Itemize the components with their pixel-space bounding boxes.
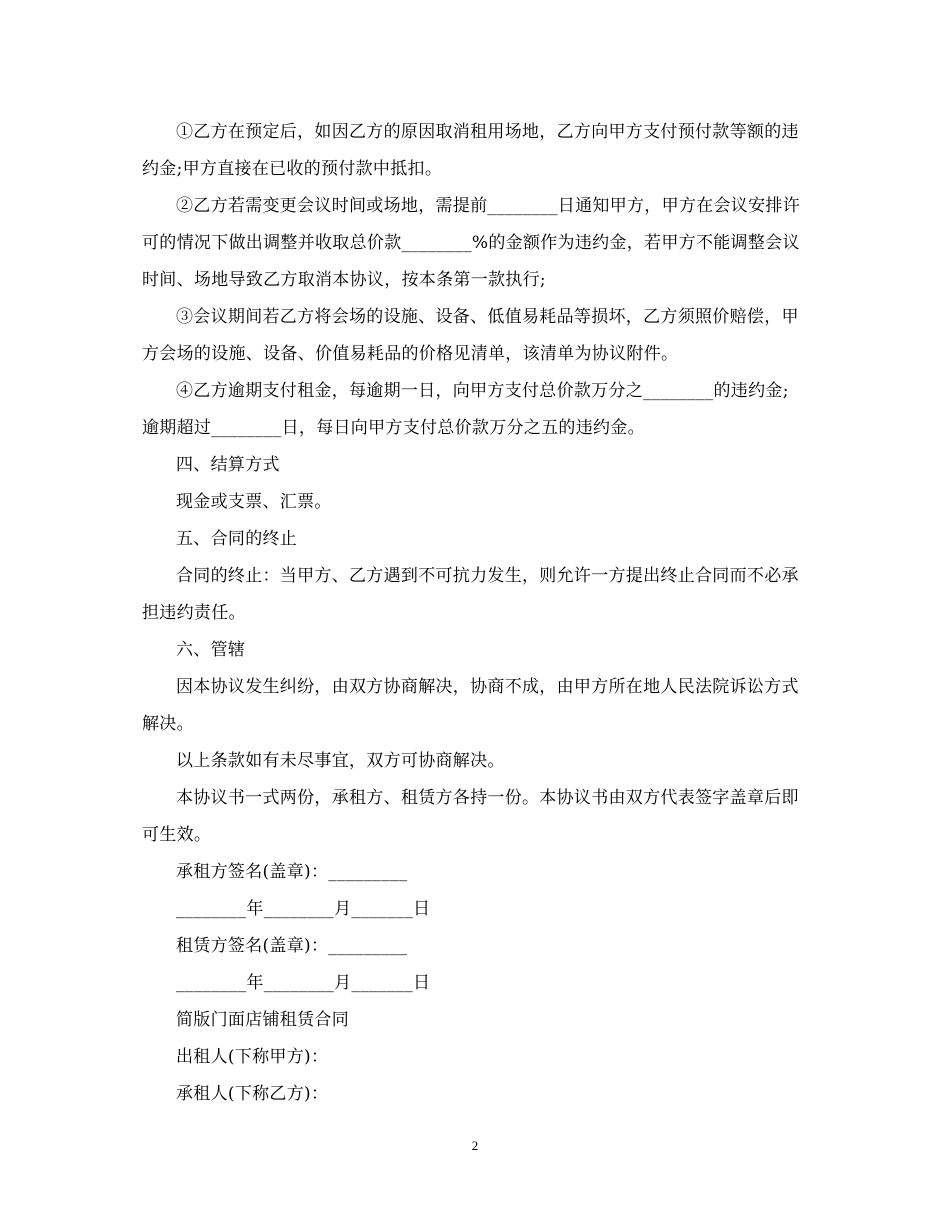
lessor-signature-line: 租赁方签名(盖章)：_________ xyxy=(176,936,408,956)
paragraph-clause-4: ④乙方逾期支付租金，每逾期一日，向甲方支付总价款万分之________的违约金;逾期超过________日，每日向甲方支付总价款万分之五的违约金。 xyxy=(142,381,789,438)
next-contract-title: 简版门面店铺租赁合同 xyxy=(176,1010,349,1030)
paragraph-remaining-matters: 以上条款如有未尽事宜，双方可协商解决。 xyxy=(176,751,505,771)
document-body xyxy=(142,114,802,1113)
paragraph-jurisdiction: 因本协议发生纠纷，由双方协商解决，协商不成，由甲方所在地人民法院诉讼方式解决。 xyxy=(142,677,799,734)
paragraph-clause-3: ③会议期间若乙方将会场的设施、设备、低值易耗品等损坏，乙方须照价赔偿，甲方会场的设施、设备、价值易耗品的价格见清单，该清单为协议附件。 xyxy=(142,307,799,364)
paragraph-clause-1: ①乙方在预定后，如因乙方的原因取消租用场地，乙方向甲方支付预付款等额的违约金;甲方直接在已收的预付款中抵扣。 xyxy=(142,122,799,179)
section-heading-jurisdiction: 六、管辖 xyxy=(176,640,246,660)
lessee-date-line: ________年________月_______日 xyxy=(176,899,431,919)
paragraph-termination: 合同的终止：当甲方、乙方遇到不可抗力发生，则允许一方提出终止合同而不必承担违约责任。 xyxy=(142,566,799,623)
paragraph-copies: 本协议书一式两份，承租方、租赁方各持一份。本协议书由双方代表签字盖章后即可生效。 xyxy=(142,788,799,845)
section-heading-termination: 五、合同的终止 xyxy=(176,529,298,549)
party-b-line: 承租人(下称乙方)： xyxy=(176,1084,329,1104)
paragraph-clause-2: ②乙方若需变更会议时间或场地，需提前________日通知甲方，甲方在会议安排许可的情况下做出调整并收取总价款________%的金额作为违约金，若甲方不能调整会议时间、场地导致乙方取消本协议，按本条第一款执行; xyxy=(142,196,800,290)
lessor-date-line: ________年________月_______日 xyxy=(176,973,431,993)
paragraph-settlement: 现金或支票、汇票。 xyxy=(176,492,332,512)
lessee-signature-line: 承租方签名(盖章)：_________ xyxy=(176,862,408,882)
section-heading-settlement: 四、结算方式 xyxy=(176,455,280,475)
party-a-line: 出租人(下称甲方)： xyxy=(176,1047,329,1067)
page-number: 2 xyxy=(471,1138,479,1153)
